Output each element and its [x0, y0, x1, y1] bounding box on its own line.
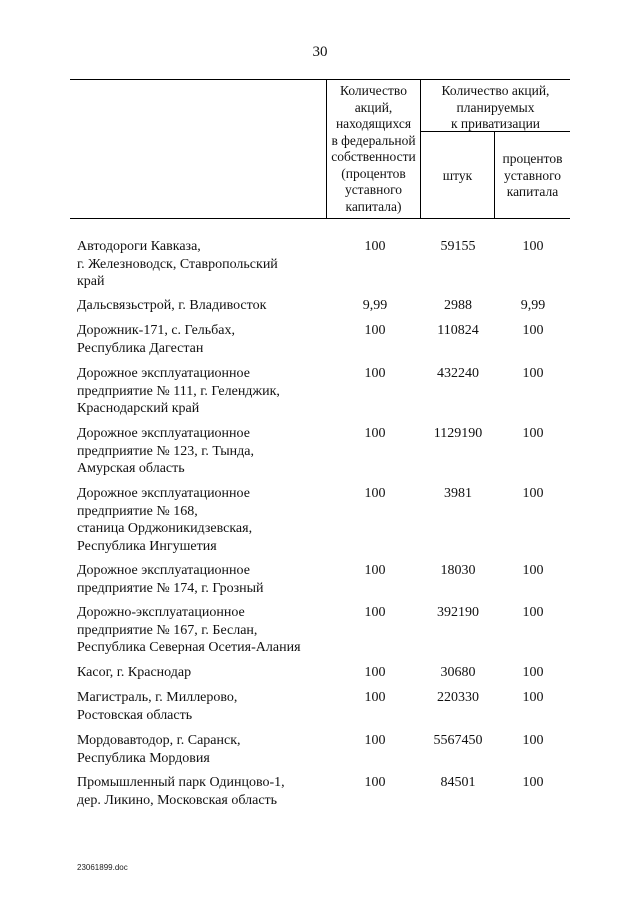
share-percent-value: 100 — [522, 605, 544, 620]
share-count-value: 220330 — [437, 690, 479, 705]
share-percent-value: 100 — [522, 486, 544, 501]
company-name: Касог, г. Краснодар — [77, 665, 192, 680]
share-percent-value: 100 — [522, 665, 544, 680]
share-percent-value: 100 — [522, 733, 544, 748]
header-percent: процентов уставного капитала — [502, 151, 563, 199]
company-name: Мордовавтодор, г. Саранск, Республика Мордовия — [77, 733, 241, 766]
share-count-value: 110824 — [437, 323, 479, 338]
share-count-value: 3981 — [444, 486, 472, 501]
federal-share-value: 100 — [364, 563, 386, 578]
share-count-value: 84501 — [440, 775, 476, 790]
company-name: Дорожно-эксплуатационное предприятие № 167, г. Беслан, Республика Северная Осетия-Алания — [77, 605, 301, 655]
header-planned-shares: Количество акций, планируемых к приватизации — [441, 83, 550, 131]
company-name: Магистраль, г. Миллерово, Ростовская область — [77, 690, 238, 723]
federal-share-value: 100 — [364, 239, 386, 254]
share-count-value: 432240 — [437, 366, 479, 381]
company-name: Автодороги Кавказа, г. Железноводск, Ставропольский край — [77, 239, 278, 289]
federal-share-value: 100 — [364, 366, 386, 381]
federal-share-value: 100 — [364, 605, 386, 620]
share-percent-value: 100 — [522, 563, 544, 578]
company-name: Дальсвязьстрой, г. Владивосток — [77, 298, 267, 313]
company-name: Дорожное эксплуатационное предприятие № 168, станица Орджоникидзевская, Республика Ингушетия — [77, 486, 253, 554]
share-count-value: 5567450 — [433, 733, 483, 748]
company-name: Дорожное эксплуатационное предприятие № 123, г. Тында, Амурская область — [77, 426, 255, 476]
federal-share-value: 100 — [364, 775, 386, 790]
share-percent-value: 100 — [522, 426, 544, 441]
share-percent-value: 100 — [522, 323, 544, 338]
share-count-value: 30680 — [440, 665, 476, 680]
share-count-value: 18030 — [440, 563, 476, 578]
federal-share-value: 100 — [364, 690, 386, 705]
federal-share-value: 100 — [364, 486, 386, 501]
share-percent-value: 100 — [522, 366, 544, 381]
share-count-value: 1129190 — [433, 426, 483, 441]
share-count-value: 392190 — [437, 605, 479, 620]
document-filename: 23061899.doc — [77, 863, 128, 872]
federal-share-value: 9,99 — [362, 298, 388, 313]
header-top-rule — [70, 79, 570, 80]
company-name: Дорожное эксплуатационное предприятие № 174, г. Грозный — [77, 563, 264, 596]
company-name: Дорожное эксплуатационное предприятие № 111, г. Геленджик, Краснодарский край — [77, 366, 280, 416]
page-number: 30 — [312, 44, 328, 60]
header-bottom-rule — [70, 218, 570, 219]
share-percent-value: 100 — [522, 775, 544, 790]
company-name: Дорожник-171, с. Гельбах, Республика Дагестан — [77, 323, 235, 356]
federal-share-value: 100 — [364, 426, 386, 441]
federal-share-value: 100 — [364, 323, 386, 338]
share-percent-value: 100 — [522, 690, 544, 705]
share-percent-value: 100 — [522, 239, 544, 254]
header-federal-share: Количество акций, находящихся в федеральной собственности (процентов уставного капитала) — [331, 83, 416, 214]
federal-share-value: 100 — [364, 733, 386, 748]
federal-share-value: 100 — [364, 665, 386, 680]
share-percent-value: 9,99 — [520, 298, 546, 313]
share-count-value: 59155 — [440, 239, 476, 254]
header-pieces: штук — [442, 168, 473, 183]
company-name: Промышленный парк Одинцово-1, дер. Ликино, Московская область — [77, 775, 285, 808]
share-count-value: 2988 — [444, 298, 472, 313]
